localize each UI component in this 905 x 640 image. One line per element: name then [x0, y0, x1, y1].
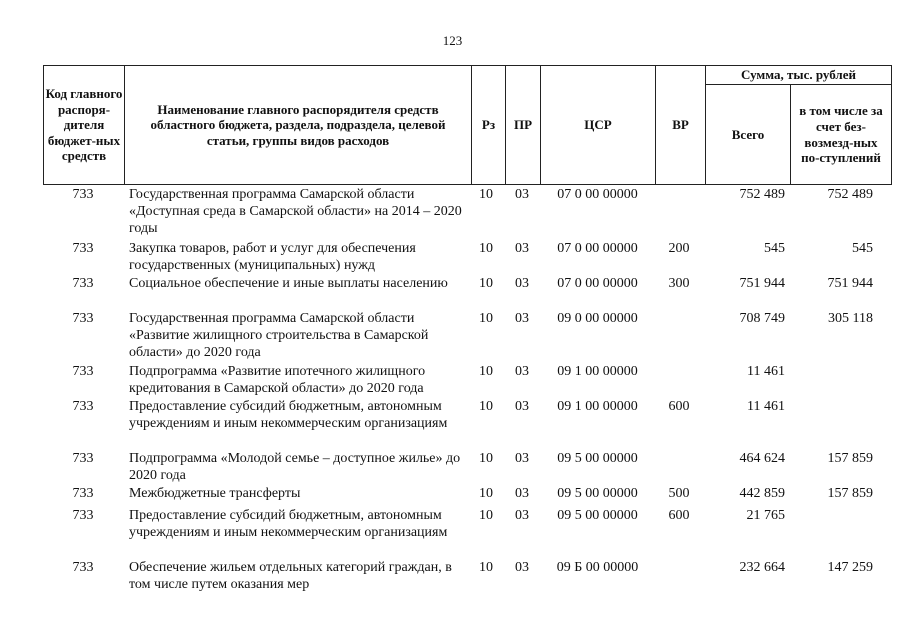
cell-code: 733	[72, 451, 94, 466]
cell-name: Государственная программа Самарской области «Развитие жилищного строительства в Самарской области» до 2020 года	[129, 311, 429, 360]
cell-total: 464 624	[739, 451, 785, 466]
cell-free: 752 489	[827, 187, 873, 202]
cell-rz: 10	[479, 399, 493, 414]
cell-name: Предоставление субсидий бюджетным, автономным учреждениям и иным некоммерческим организациям	[129, 508, 448, 540]
cell-csr: 09 5 00 00000	[557, 508, 638, 523]
cell-rz: 10	[479, 241, 493, 256]
cell-code: 733	[72, 276, 94, 291]
header-name: Наименование главного распорядителя средств областного бюджета, раздела, подраздела, целевой статьи, группы видов расходов	[150, 101, 446, 148]
cell-name: Межбюджетные трансферты	[129, 486, 301, 501]
cell-name: Обеспечение жильем отдельных категорий граждан, в том числе путем оказания мер	[129, 560, 452, 592]
cell-vr: 200	[668, 241, 690, 256]
header-code: Код главного распоря-дителя бюджет-ных средств	[45, 86, 123, 164]
cell-pr: 03	[515, 486, 529, 501]
cell-pr: 03	[515, 399, 529, 414]
cell-pr: 03	[515, 364, 529, 379]
cell-rz: 10	[479, 364, 493, 379]
cell-csr: 09 1 00 00000	[557, 399, 638, 414]
cell-total: 752 489	[739, 187, 785, 202]
cell-rz: 10	[479, 187, 493, 202]
cell-total: 11 461	[747, 399, 785, 414]
cell-csr: 09 5 00 00000	[557, 451, 638, 466]
cell-vr: 300	[668, 276, 690, 291]
cell-rz: 10	[479, 451, 493, 466]
cell-free: 305 118	[828, 311, 873, 326]
header-free: в том числе за счет без-возмезд-ных по-ступлений	[799, 103, 883, 166]
cell-rz: 10	[479, 311, 493, 326]
cell-csr: 07 0 00 00000	[557, 276, 638, 291]
page-number: 123	[442, 33, 463, 48]
cell-rz: 10	[479, 508, 493, 523]
cell-rz: 10	[479, 486, 493, 501]
cell-total: 11 461	[747, 364, 785, 379]
cell-free: 147 259	[827, 560, 873, 575]
cell-pr: 03	[515, 241, 529, 256]
cell-csr: 07 0 00 00000	[557, 187, 638, 202]
header-sum-title: Сумма, тыс. рублей	[741, 67, 856, 83]
cell-free: 545	[852, 241, 873, 256]
cell-code: 733	[72, 311, 94, 326]
cell-code: 733	[72, 560, 94, 575]
cell-total: 751 944	[739, 276, 785, 291]
cell-pr: 03	[515, 311, 529, 326]
cell-csr: 09 0 00 00000	[557, 311, 638, 326]
cell-name: Подпрограмма «Молодой семье – доступное жилье» до 2020 года	[129, 451, 461, 483]
cell-vr: 600	[668, 508, 690, 523]
cell-vr: 500	[668, 486, 690, 501]
cell-name: Социальное обеспечение и иные выплаты населению	[129, 276, 448, 291]
cell-csr: 09 1 00 00000	[557, 364, 638, 379]
cell-pr: 03	[515, 187, 529, 202]
cell-total: 21 765	[746, 508, 785, 523]
header-vr: ВР	[672, 117, 689, 133]
cell-total: 442 859	[739, 486, 785, 501]
cell-rz: 10	[479, 276, 493, 291]
cell-total: 232 664	[739, 560, 785, 575]
cell-free: 157 859	[827, 451, 873, 466]
cell-pr: 03	[515, 508, 529, 523]
cell-code: 733	[72, 187, 94, 202]
cell-code: 733	[72, 399, 94, 414]
cell-code: 733	[72, 486, 94, 501]
cell-rz: 10	[479, 560, 493, 575]
cell-pr: 03	[515, 276, 529, 291]
cell-name: Закупка товаров, работ и услуг для обеспечения государственных (муниципальных) нужд	[129, 241, 416, 273]
cell-csr: 09 Б 00 00000	[556, 560, 639, 575]
header-rz: Рз	[481, 117, 496, 133]
cell-free: 157 859	[827, 486, 873, 501]
header-csr: ЦСР	[584, 117, 612, 133]
cell-vr: 600	[668, 399, 690, 414]
cell-name: Подпрограмма «Развитие ипотечного жилищного кредитования в Самарской области» до 2020 года	[129, 364, 426, 396]
cell-name: Предоставление субсидий бюджетным, автономным учреждениям и иным некоммерческим организациям	[129, 399, 448, 431]
cell-total: 708 749	[739, 311, 785, 326]
cell-pr: 03	[515, 451, 529, 466]
cell-total: 545	[764, 241, 785, 256]
header-total: Всего	[731, 126, 765, 142]
table-header	[43, 65, 892, 185]
cell-code: 733	[72, 364, 94, 379]
cell-name: Государственная программа Самарской области «Доступная среда в Самарской области» на 2014 – 2020 годы	[129, 187, 462, 236]
cell-free: 751 944	[827, 276, 873, 291]
cell-code: 733	[72, 241, 94, 256]
cell-csr: 09 5 00 00000	[557, 486, 638, 501]
header-pr: ПР	[513, 117, 533, 133]
cell-csr: 07 0 00 00000	[557, 241, 638, 256]
cell-code: 733	[72, 508, 94, 523]
cell-pr: 03	[515, 560, 529, 575]
